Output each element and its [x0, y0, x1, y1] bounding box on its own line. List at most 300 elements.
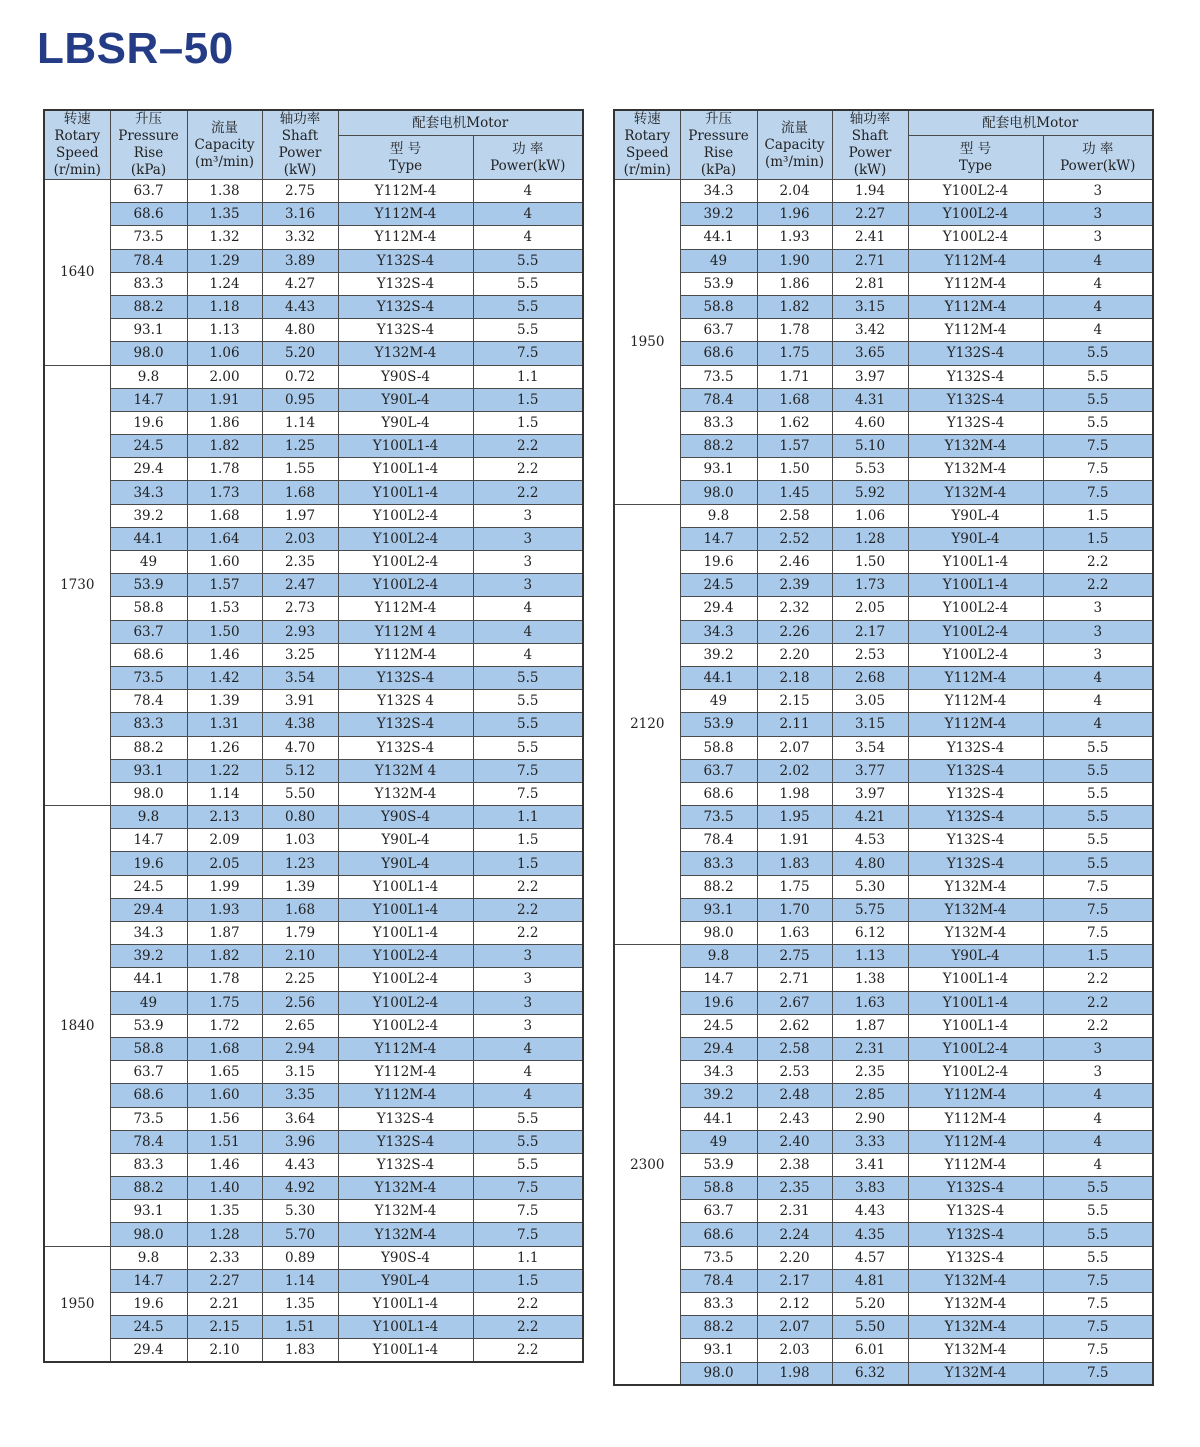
pressure-rise-cell: 34.3: [680, 1061, 757, 1084]
table-row: [614, 968, 1153, 991]
motor-power-cell: 4: [473, 597, 583, 620]
table-row: [44, 527, 583, 550]
capacity-cell: 1.75: [757, 342, 832, 365]
capacity-cell: 1.98: [757, 782, 832, 805]
pressure-rise-cell: 88.2: [110, 736, 187, 759]
header-line: Type: [388, 157, 423, 174]
capacity-cell: 2.32: [757, 597, 832, 620]
table-row: [614, 875, 1153, 898]
table-row: [44, 1014, 583, 1037]
pressure-rise-cell: 29.4: [110, 458, 187, 481]
pressure-rise-cell: 58.8: [680, 1177, 757, 1200]
capacity-cell: 2.33: [187, 1246, 262, 1269]
pressure-rise-cell: 93.1: [110, 1200, 187, 1223]
capacity-cell: 2.38: [757, 1153, 832, 1176]
pressure-rise-cell: 44.1: [680, 666, 757, 689]
motor-power-cell: 1.5: [1043, 504, 1153, 527]
header-line: 流量: [211, 119, 238, 136]
header-line: (r/min): [623, 162, 671, 178]
motor-type-cell: Y100L1-4: [908, 1014, 1043, 1037]
capacity-cell: 1.95: [757, 806, 832, 829]
pressure-rise-cell: 24.5: [110, 1316, 187, 1339]
capacity-cell: 1.46: [187, 1153, 262, 1176]
motor-type-cell: Y132M-4: [908, 875, 1043, 898]
motor-power-cell: 2.2: [473, 898, 583, 921]
capacity-cell: 1.90: [757, 249, 832, 272]
shaft-power-cell: 4.21: [832, 806, 908, 829]
header-line: 功 率: [1082, 140, 1114, 157]
table-row: [614, 1014, 1153, 1037]
motor-type-cell: Y132M-4: [338, 782, 473, 805]
shaft-power-cell: 2.27: [832, 203, 908, 226]
motor-type-cell: Y132M-4: [908, 1269, 1043, 1292]
shaft-power-cell: 5.70: [262, 1223, 338, 1246]
shaft-power-cell: 3.41: [832, 1153, 908, 1176]
capacity-cell: 2.13: [187, 806, 262, 829]
motor-power-cell: 5.5: [1043, 1246, 1153, 1269]
shaft-power-cell: 1.38: [832, 968, 908, 991]
shaft-power-cell: 3.77: [832, 759, 908, 782]
table-row: [44, 643, 583, 666]
table-row: [44, 1084, 583, 1107]
pressure-rise-cell: 98.0: [680, 922, 757, 945]
motor-power-cell: 4: [473, 643, 583, 666]
motor-power-cell: 2.2: [473, 1339, 583, 1362]
capacity-cell: 2.03: [757, 1339, 832, 1362]
table-row: [44, 666, 583, 689]
motor-type-cell: Y100L2-4: [908, 597, 1043, 620]
capacity-cell: 2.35: [757, 1177, 832, 1200]
shaft-power-cell: 1.79: [262, 922, 338, 945]
shaft-power-cell: 1.14: [262, 1269, 338, 1292]
capacity-cell: 1.35: [187, 203, 262, 226]
pressure-rise-cell: 73.5: [680, 365, 757, 388]
shaft-power-cell: 5.50: [262, 782, 338, 805]
header-line: Rise: [703, 145, 734, 161]
capacity-cell: 1.42: [187, 666, 262, 689]
capacity-cell: 2.58: [757, 504, 832, 527]
shaft-power-cell: 2.05: [832, 597, 908, 620]
motor-type-cell: Y100L2-4: [338, 527, 473, 550]
motor-power-cell: 3: [473, 504, 583, 527]
header-line: Power: [848, 145, 892, 161]
motor-type-cell: Y112M-4: [908, 1107, 1043, 1130]
motor-power-cell: 2.2: [1043, 991, 1153, 1014]
shaft-power-cell: 4.80: [262, 319, 338, 342]
table-row: [44, 806, 583, 829]
motor-type-cell: Y132M-4: [338, 342, 473, 365]
capacity-cell: 2.18: [757, 666, 832, 689]
capacity-cell: 1.73: [187, 481, 262, 504]
shaft-power-cell: 3.35: [262, 1084, 338, 1107]
motor-type-cell: Y112M-4: [338, 1084, 473, 1107]
shaft-power-cell: 0.80: [262, 806, 338, 829]
motor-type-cell: Y132S-4: [908, 1177, 1043, 1200]
shaft-power-cell: 5.30: [832, 875, 908, 898]
motor-power-cell: 4: [473, 1037, 583, 1060]
motor-type-cell: Y132M 4: [338, 759, 473, 782]
rotary-speed-cell: 1950: [614, 180, 680, 505]
performance-table-left: [43, 109, 584, 1363]
shaft-power-cell: 3.42: [832, 319, 908, 342]
motor-type-cell: Y90L-4: [338, 852, 473, 875]
pressure-rise-cell: 93.1: [680, 898, 757, 921]
motor-power-cell: 7.5: [1043, 435, 1153, 458]
table-row: [614, 1269, 1153, 1292]
pressure-rise-cell: 58.8: [110, 597, 187, 620]
shaft-power-cell: 3.91: [262, 690, 338, 713]
capacity-cell: 1.38: [187, 180, 262, 203]
shaft-power-cell: 0.95: [262, 388, 338, 411]
table-row: [44, 1177, 583, 1200]
shaft-power-cell: 3.64: [262, 1107, 338, 1130]
pressure-rise-cell: 49: [110, 991, 187, 1014]
pressure-rise-cell: 44.1: [110, 527, 187, 550]
shaft-power-cell: 3.33: [832, 1130, 908, 1153]
motor-type-cell: Y132S-4: [908, 1246, 1043, 1269]
table-row: [44, 898, 583, 921]
shaft-power-cell: 6.12: [832, 922, 908, 945]
pressure-rise-cell: 14.7: [680, 527, 757, 550]
motor-power-cell: 5.5: [473, 666, 583, 689]
header-line: 转速: [633, 111, 661, 127]
capacity-cell: 2.20: [757, 1246, 832, 1269]
motor-power-cell: 5.5: [1043, 759, 1153, 782]
pressure-rise-cell: 34.3: [680, 180, 757, 203]
table-row: [614, 666, 1153, 689]
motor-type-cell: Y132S-4: [908, 365, 1043, 388]
pressure-rise-cell: 78.4: [110, 249, 187, 272]
shaft-power-cell: 5.10: [832, 435, 908, 458]
capacity-cell: 1.93: [187, 898, 262, 921]
pressure-rise-cell: 68.6: [680, 782, 757, 805]
header-line: 型 号: [959, 140, 992, 157]
table-row: [44, 272, 583, 295]
motor-type-cell: Y132M-4: [908, 922, 1043, 945]
pressure-rise-cell: 49: [110, 551, 187, 574]
pressure-rise-cell: 14.7: [110, 1269, 187, 1292]
header-line: 轴功率: [279, 111, 321, 127]
motor-type-cell: Y100L1-4: [908, 551, 1043, 574]
pressure-rise-cell: 58.8: [110, 1037, 187, 1060]
table-row: [614, 852, 1153, 875]
shaft-power-cell: 0.72: [262, 365, 338, 388]
pressure-rise-cell: 98.0: [110, 782, 187, 805]
table-row: [614, 1084, 1153, 1107]
table-row: [44, 180, 583, 203]
capacity-cell: 1.18: [187, 295, 262, 318]
table-row: [44, 551, 583, 574]
shaft-power-cell: 3.32: [262, 226, 338, 249]
shaft-power-cell: 4.80: [832, 852, 908, 875]
table-row: [44, 597, 583, 620]
motor-type-cell: Y100L2-4: [908, 1061, 1043, 1084]
table-row: [614, 597, 1153, 620]
motor-power-cell: 1.5: [473, 1269, 583, 1292]
motor-type-cell: Y132S-4: [908, 782, 1043, 805]
capacity-cell: 1.57: [757, 435, 832, 458]
shaft-power-cell: 1.06: [832, 504, 908, 527]
shaft-power-cell: 3.97: [832, 782, 908, 805]
capacity-cell: 1.57: [187, 574, 262, 597]
motor-type-cell: Y90L-4: [908, 504, 1043, 527]
pressure-rise-cell: 39.2: [680, 643, 757, 666]
motor-type-cell: Y112M-4: [338, 180, 473, 203]
capacity-cell: 2.20: [757, 643, 832, 666]
capacity-cell: 1.13: [187, 319, 262, 342]
table-row: [614, 991, 1153, 1014]
motor-power-cell: 7.5: [1043, 1269, 1153, 1292]
motor-power-cell: 4: [473, 180, 583, 203]
motor-type-cell: Y132S-4: [338, 736, 473, 759]
table-row: [44, 991, 583, 1014]
motor-power-cell: 2.2: [473, 481, 583, 504]
capacity-cell: 2.43: [757, 1107, 832, 1130]
header-line: Pressure: [118, 128, 179, 144]
motor-power-cell: 3: [473, 527, 583, 550]
pressure-rise-cell: 68.6: [110, 1084, 187, 1107]
capacity-cell: 1.86: [187, 411, 262, 434]
table-row: [44, 342, 583, 365]
table-row: [44, 713, 583, 736]
table-row: [614, 527, 1153, 550]
performance-table-right: [613, 109, 1154, 1386]
shaft-power-cell: 2.94: [262, 1037, 338, 1060]
pressure-rise-cell: 14.7: [680, 968, 757, 991]
motor-type-cell: Y132S-4: [908, 806, 1043, 829]
motor-power-cell: 1.1: [473, 806, 583, 829]
capacity-cell: 1.87: [187, 922, 262, 945]
shaft-power-cell: 4.81: [832, 1269, 908, 1292]
motor-power-cell: 4: [1043, 1153, 1153, 1176]
motor-type-cell: Y90L-4: [908, 527, 1043, 550]
motor-type-cell: Y100L2-4: [338, 551, 473, 574]
capacity-cell: 1.50: [187, 620, 262, 643]
header-line: Speed: [55, 145, 99, 161]
shaft-power-cell: 4.53: [832, 829, 908, 852]
table-row: [614, 249, 1153, 272]
table-body-right: [614, 180, 1153, 1386]
col-header-rotary-speed: [614, 110, 680, 180]
pressure-rise-cell: 58.8: [680, 736, 757, 759]
pressure-rise-cell: 53.9: [680, 272, 757, 295]
table-row: [614, 203, 1153, 226]
table-row: [614, 574, 1153, 597]
motor-power-cell: 5.5: [473, 1153, 583, 1176]
motor-type-cell: Y112M-4: [338, 203, 473, 226]
shaft-power-cell: 5.20: [262, 342, 338, 365]
shaft-power-cell: 1.94: [832, 180, 908, 203]
motor-type-cell: Y90S-4: [338, 806, 473, 829]
pressure-rise-cell: 63.7: [680, 759, 757, 782]
pressure-rise-cell: 19.6: [110, 852, 187, 875]
header-line: Power(kW): [490, 157, 566, 174]
motor-power-cell: 7.5: [473, 759, 583, 782]
capacity-cell: 1.24: [187, 272, 262, 295]
pressure-rise-cell: 83.3: [110, 713, 187, 736]
table-row: [614, 1246, 1153, 1269]
motor-power-cell: 7.5: [1043, 898, 1153, 921]
shaft-power-cell: 3.15: [262, 1061, 338, 1084]
motor-power-cell: 5.5: [473, 713, 583, 736]
table-row: [44, 1061, 583, 1084]
motor-power-cell: 4: [473, 226, 583, 249]
header-line: 型 号: [389, 140, 422, 157]
motor-power-cell: 5.5: [473, 319, 583, 342]
col-header-motor-type: [338, 136, 473, 180]
pressure-rise-cell: 49: [680, 690, 757, 713]
motor-power-cell: 5.5: [473, 272, 583, 295]
motor-type-cell: Y100L2-4: [338, 504, 473, 527]
pressure-rise-cell: 93.1: [680, 458, 757, 481]
capacity-cell: 1.78: [187, 458, 262, 481]
motor-power-cell: 3: [1043, 643, 1153, 666]
table-row: [614, 1061, 1153, 1084]
shaft-power-cell: 2.90: [832, 1107, 908, 1130]
pressure-rise-cell: 98.0: [680, 1362, 757, 1385]
motor-power-cell: 2.2: [1043, 574, 1153, 597]
motor-type-cell: Y132M-4: [908, 898, 1043, 921]
header-line: (kW): [853, 162, 887, 178]
capacity-cell: 2.09: [187, 829, 262, 852]
pressure-rise-cell: 63.7: [680, 1200, 757, 1223]
pressure-rise-cell: 9.8: [110, 365, 187, 388]
table-row: [44, 875, 583, 898]
motor-power-cell: 5.5: [1043, 411, 1153, 434]
shaft-power-cell: 2.65: [262, 1014, 338, 1037]
capacity-cell: 1.60: [187, 551, 262, 574]
motor-power-cell: 5.5: [473, 249, 583, 272]
motor-power-cell: 3: [473, 1014, 583, 1037]
shaft-power-cell: 2.35: [262, 551, 338, 574]
table-row: [44, 736, 583, 759]
table-row: [614, 551, 1153, 574]
col-header-shaft-power: [832, 110, 908, 180]
capacity-cell: 2.46: [757, 551, 832, 574]
motor-type-cell: Y132S-4: [908, 388, 1043, 411]
motor-type-cell: Y132S-4: [338, 295, 473, 318]
table-row: [44, 319, 583, 342]
table-row: [614, 1177, 1153, 1200]
motor-type-cell: Y100L2-4: [908, 643, 1043, 666]
pressure-rise-cell: 93.1: [110, 319, 187, 342]
header-line: Rise: [133, 145, 164, 161]
capacity-cell: 2.75: [757, 945, 832, 968]
motor-type-cell: Y100L2-4: [338, 1014, 473, 1037]
shaft-power-cell: 4.43: [262, 1153, 338, 1176]
pressure-rise-cell: 44.1: [680, 1107, 757, 1130]
capacity-cell: 2.71: [757, 968, 832, 991]
col-header-motor: 配套电机Motor: [338, 110, 583, 136]
shaft-power-cell: 1.51: [262, 1316, 338, 1339]
motor-power-cell: 2.2: [1043, 1014, 1153, 1037]
header-line: 升压: [135, 111, 162, 127]
capacity-cell: 2.21: [187, 1293, 262, 1316]
capacity-cell: 1.31: [187, 713, 262, 736]
motor-power-cell: 3: [473, 991, 583, 1014]
capacity-cell: 1.82: [187, 945, 262, 968]
pressure-rise-cell: 58.8: [680, 295, 757, 318]
shaft-power-cell: 1.55: [262, 458, 338, 481]
capacity-cell: 1.99: [187, 875, 262, 898]
pressure-rise-cell: 78.4: [110, 690, 187, 713]
motor-type-cell: Y132M-4: [908, 1316, 1043, 1339]
motor-type-cell: Y90L-4: [338, 829, 473, 852]
capacity-cell: 2.48: [757, 1084, 832, 1107]
motor-type-cell: Y112M-4: [908, 319, 1043, 342]
motor-power-cell: 7.5: [1043, 922, 1153, 945]
motor-power-cell: 4: [1043, 713, 1153, 736]
header-line: 升压: [705, 111, 732, 127]
shaft-power-cell: 3.25: [262, 643, 338, 666]
pressure-rise-cell: 78.4: [680, 829, 757, 852]
motor-type-cell: Y100L2-4: [908, 203, 1043, 226]
table-row: [44, 922, 583, 945]
pressure-rise-cell: 63.7: [110, 180, 187, 203]
table-row: [44, 1339, 583, 1362]
table-row: [614, 481, 1153, 504]
col-header-motor-power: [473, 136, 583, 180]
pressure-rise-cell: 53.9: [110, 1014, 187, 1037]
shaft-power-cell: 2.75: [262, 180, 338, 203]
motor-type-cell: Y132S-4: [908, 759, 1043, 782]
motor-type-cell: Y112M-4: [908, 690, 1043, 713]
table-row: [614, 1362, 1153, 1385]
pressure-rise-cell: 29.4: [680, 1037, 757, 1060]
table-row: [44, 249, 583, 272]
capacity-cell: 1.72: [187, 1014, 262, 1037]
capacity-cell: 1.39: [187, 690, 262, 713]
motor-type-cell: Y90S-4: [338, 1246, 473, 1269]
pressure-rise-cell: 49: [680, 249, 757, 272]
capacity-cell: 1.78: [757, 319, 832, 342]
capacity-cell: 1.78: [187, 968, 262, 991]
table-row: [44, 481, 583, 504]
col-header-motor-power: [1043, 136, 1153, 180]
shaft-power-cell: 3.15: [832, 295, 908, 318]
capacity-cell: 1.40: [187, 1177, 262, 1200]
pressure-rise-cell: 78.4: [110, 1130, 187, 1153]
motor-type-cell: Y90L-4: [338, 411, 473, 434]
shaft-power-cell: 2.17: [832, 620, 908, 643]
pressure-rise-cell: 88.2: [110, 1177, 187, 1200]
table-row: [44, 1316, 583, 1339]
rotary-speed-cell: 1730: [44, 365, 110, 806]
motor-type-cell: Y132S-4: [908, 1200, 1043, 1223]
shaft-power-cell: 0.89: [262, 1246, 338, 1269]
capacity-cell: 1.35: [187, 1200, 262, 1223]
header-line: Rotary: [54, 128, 101, 144]
motor-type-cell: Y100L1-4: [338, 1316, 473, 1339]
motor-power-cell: 5.5: [1043, 1200, 1153, 1223]
table-row: [44, 504, 583, 527]
shaft-power-cell: 4.60: [832, 411, 908, 434]
motor-type-cell: Y132S-4: [338, 249, 473, 272]
motor-type-cell: Y132M-4: [908, 481, 1043, 504]
header-line: Shaft: [281, 128, 319, 144]
capacity-cell: 1.22: [187, 759, 262, 782]
shaft-power-cell: 3.83: [832, 1177, 908, 1200]
shaft-power-cell: 3.89: [262, 249, 338, 272]
shaft-power-cell: 2.35: [832, 1061, 908, 1084]
rotary-speed-cell: 1950: [44, 1246, 110, 1362]
motor-power-cell: 5.5: [473, 295, 583, 318]
pressure-rise-cell: 93.1: [680, 1339, 757, 1362]
shaft-power-cell: 1.25: [262, 435, 338, 458]
table-row: [44, 388, 583, 411]
pressure-rise-cell: 88.2: [680, 435, 757, 458]
motor-power-cell: 7.5: [1043, 1339, 1153, 1362]
